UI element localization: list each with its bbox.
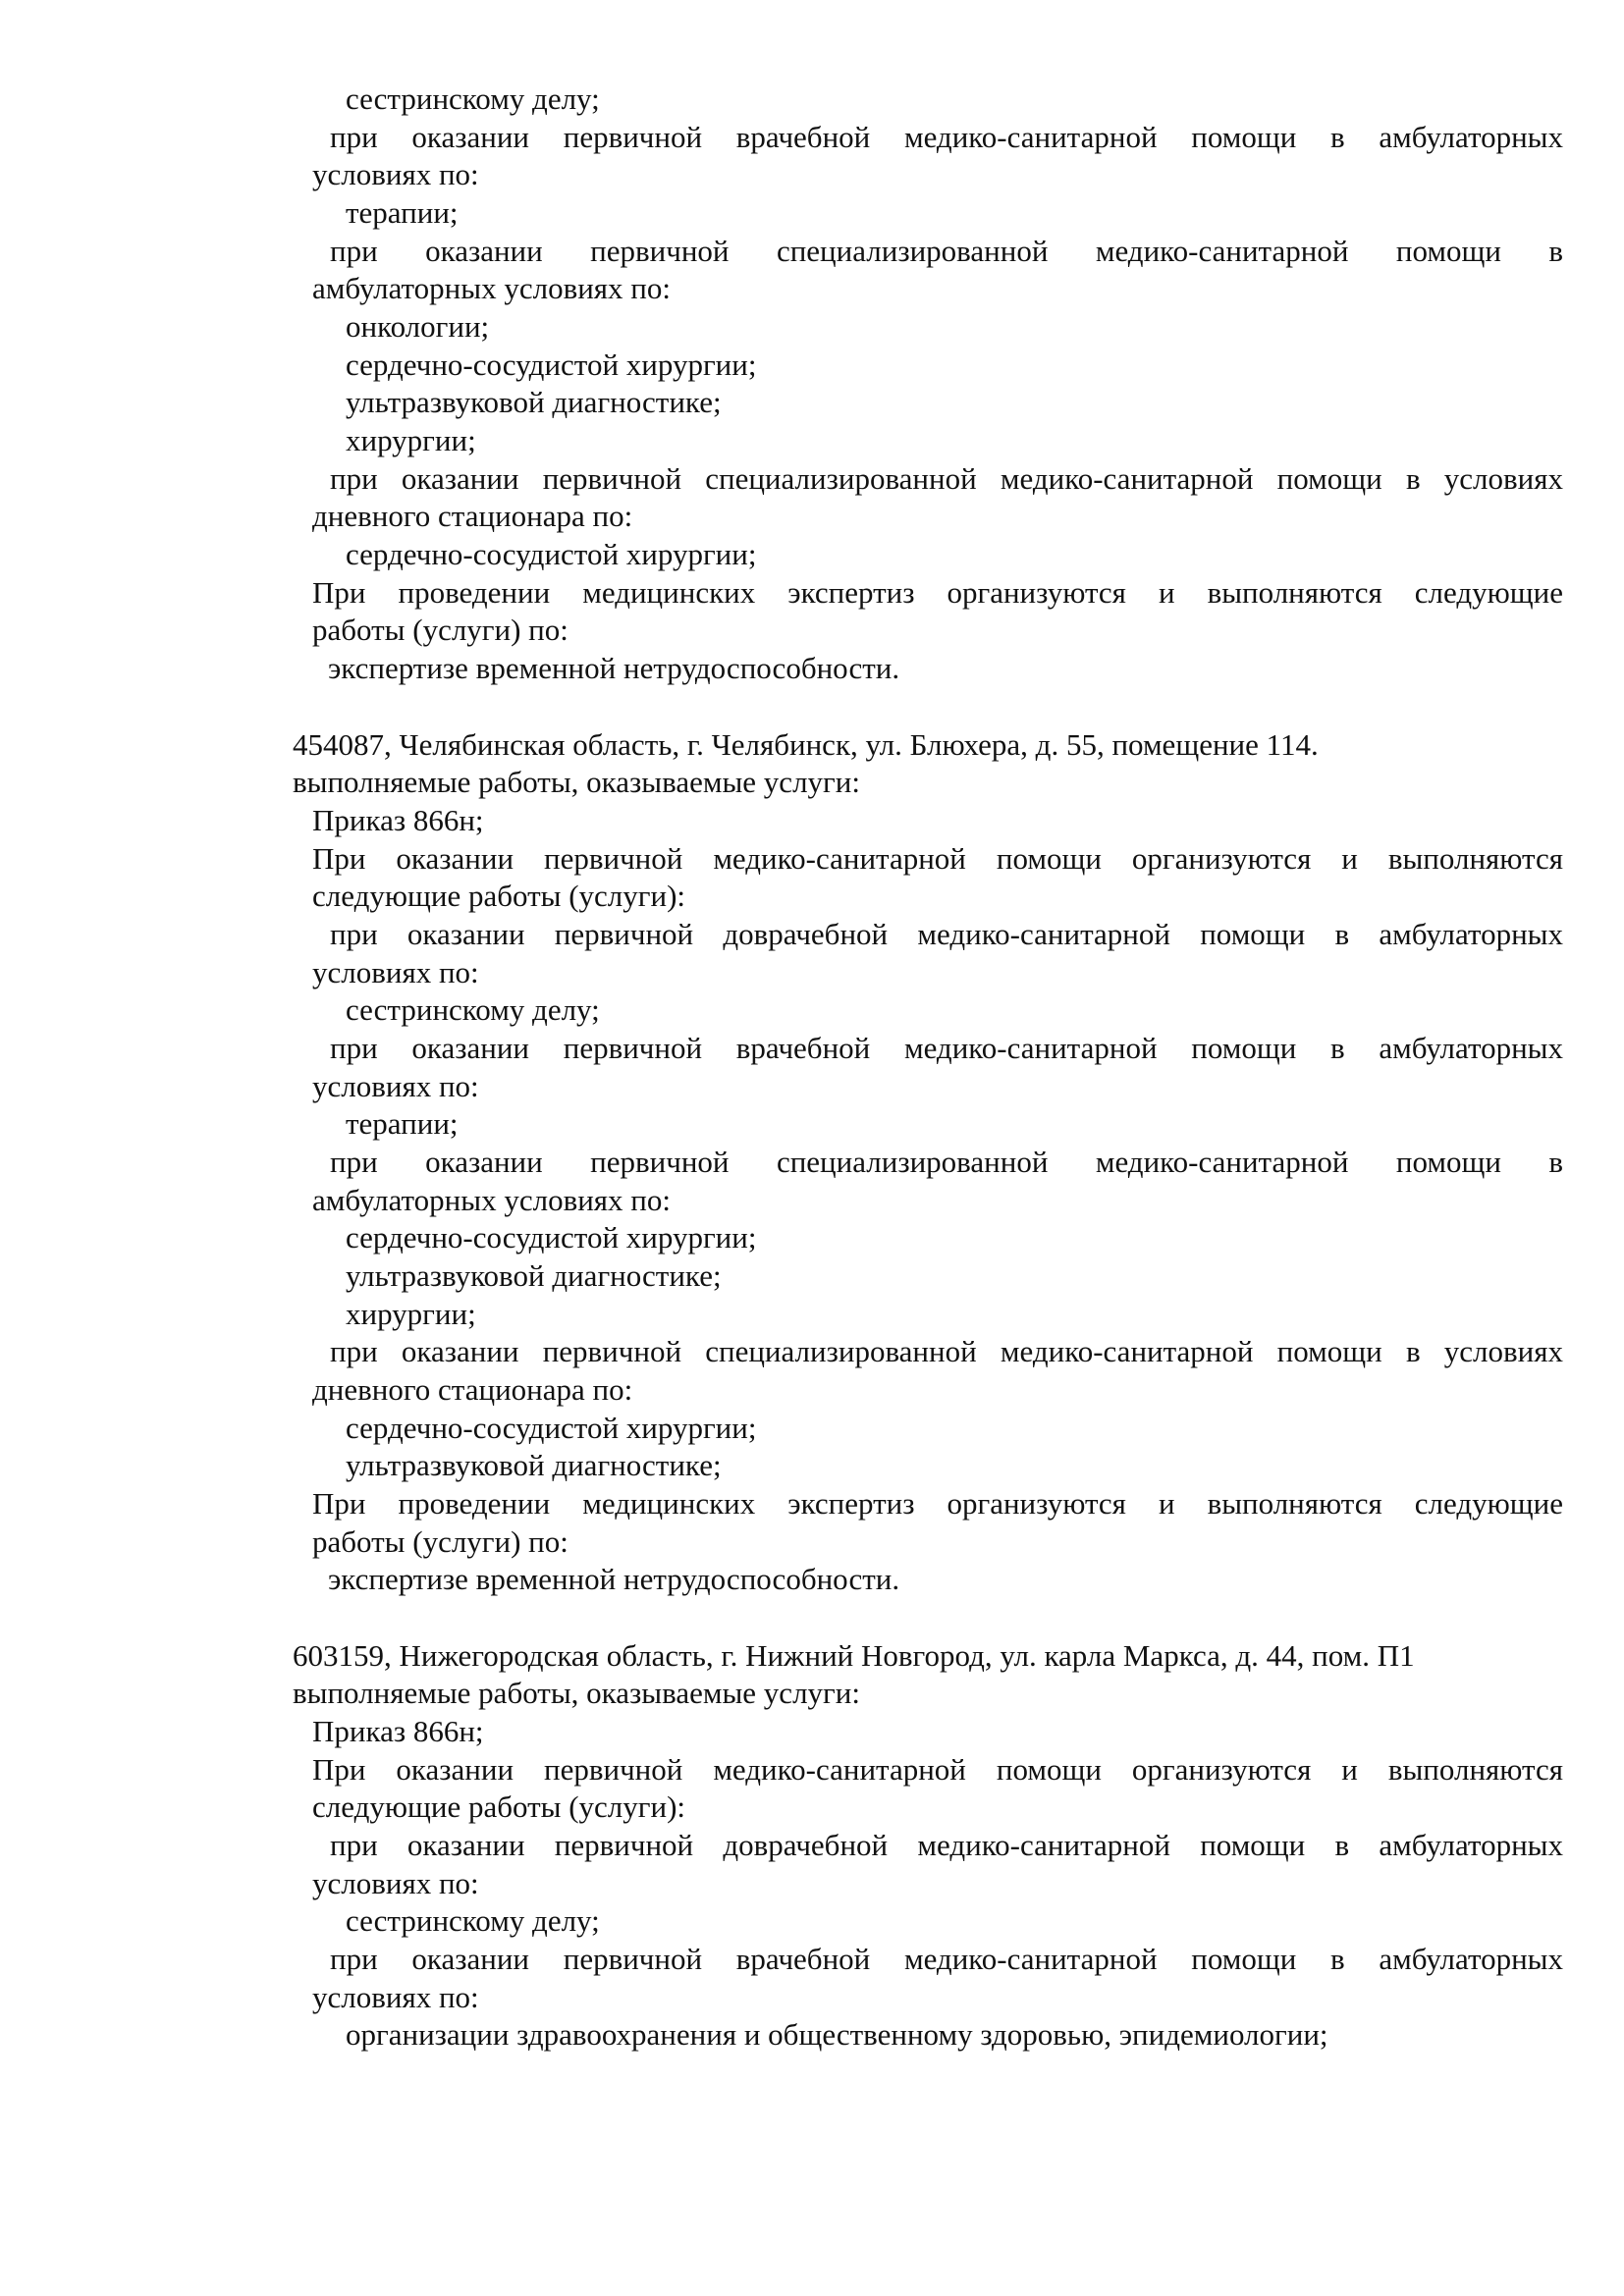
list-item: онкологии;	[346, 309, 490, 344]
paragraph-line: при оказании первичной врачебной медико-санитарной помощи в амбулаторных	[330, 1031, 1563, 1065]
paragraph-line: выполняемые работы, оказываемые услуги:	[293, 1676, 860, 1710]
paragraph-line: Приказ 866н;	[312, 1714, 484, 1748]
paragraph-line: работы (услуги) по:	[312, 1524, 568, 1559]
paragraph-line: при оказании первичной специализированной медико-санитарной помощи в	[330, 1145, 1563, 1179]
list-item: сердечно-сосудистой хирургии;	[346, 1220, 757, 1255]
paragraph-line: при оказании первичной специализированной медико-санитарной помощи в	[330, 234, 1563, 268]
list-item: экспертизе временной нетрудоспособности.	[328, 1562, 900, 1596]
list-item: сердечно-сосудистой хирургии;	[346, 537, 757, 571]
paragraph-line: условиях по:	[312, 1069, 479, 1103]
paragraph-line: при оказании первичной доврачебной медико-санитарной помощи в амбулаторных	[330, 917, 1563, 951]
paragraph-line: дневного стационара по:	[312, 1372, 633, 1407]
paragraph-line: условиях по:	[312, 157, 479, 191]
list-item: ультразвуковой диагностике;	[346, 1448, 722, 1482]
paragraph-line: При оказании первичной медико-санитарной помощи организуются и выполняются	[312, 1752, 1563, 1787]
list-item: сердечно-сосудистой хирургии;	[346, 347, 757, 382]
paragraph-line: при оказании первичной доврачебной медико-санитарной помощи в амбулаторных	[330, 1828, 1563, 1862]
list-item: хирургии;	[346, 423, 476, 457]
list-item: ультразвуковой диагностике;	[346, 385, 722, 419]
list-item: терапии;	[346, 195, 459, 230]
paragraph-line: при оказании первичной врачебной медико-санитарной помощи в амбулаторных	[330, 1942, 1563, 1976]
list-item: экспертизе временной нетрудоспособности.	[328, 651, 900, 685]
paragraph-line: при оказании первичной специализированной медико-санитарной помощи в условиях	[330, 1334, 1563, 1368]
paragraph-line: работы (услуги) по:	[312, 613, 568, 647]
paragraph-line: следующие работы (услуги):	[312, 879, 686, 913]
paragraph-line: амбулаторных условиях по:	[312, 1183, 672, 1217]
paragraph-line: при оказании первичной специализированной медико-санитарной помощи в условиях	[330, 461, 1563, 496]
address-heading: 454087, Челябинская область, г. Челябинск, ул. Блюхера, д. 55, помещение 114.	[293, 727, 1319, 762]
paragraph-line: условиях по:	[312, 955, 479, 989]
paragraph-line: при оказании первичной врачебной медико-санитарной помощи в амбулаторных	[330, 120, 1563, 154]
list-item: сестринскому делу;	[346, 81, 600, 116]
paragraph-line: следующие работы (услуги):	[312, 1789, 686, 1824]
paragraph-line: условиях по:	[312, 1866, 479, 1900]
paragraph-line: Приказ 866н;	[312, 803, 484, 837]
list-item: хирургии;	[346, 1297, 476, 1331]
list-item: организации здравоохранения и общественному здоровью, эпидемиологии;	[346, 2017, 1328, 2052]
paragraph-line: дневного стационара по:	[312, 499, 633, 533]
paragraph-line: условиях по:	[312, 1980, 479, 2014]
address-heading: 603159, Нижегородская область, г. Нижний Новгород, ул. карла Маркса, д. 44, пом. П1	[293, 1638, 1415, 1673]
paragraph-line: амбулаторных условиях по:	[312, 271, 672, 305]
list-item: сестринскому делу;	[346, 1903, 600, 1938]
paragraph-line: При проведении медицинских экспертиз организуются и выполняются следующие	[312, 575, 1563, 610]
paragraph-line: выполняемые работы, оказываемые услуги:	[293, 765, 860, 799]
paragraph-line: При проведении медицинских экспертиз организуются и выполняются следующие	[312, 1486, 1563, 1521]
paragraph-line: При оказании первичной медико-санитарной помощи организуются и выполняются	[312, 841, 1563, 876]
list-item: ультразвуковой диагностике;	[346, 1258, 722, 1293]
list-item: терапии;	[346, 1106, 459, 1141]
list-item: сестринскому делу;	[346, 992, 600, 1027]
list-item: сердечно-сосудистой хирургии;	[346, 1411, 757, 1445]
